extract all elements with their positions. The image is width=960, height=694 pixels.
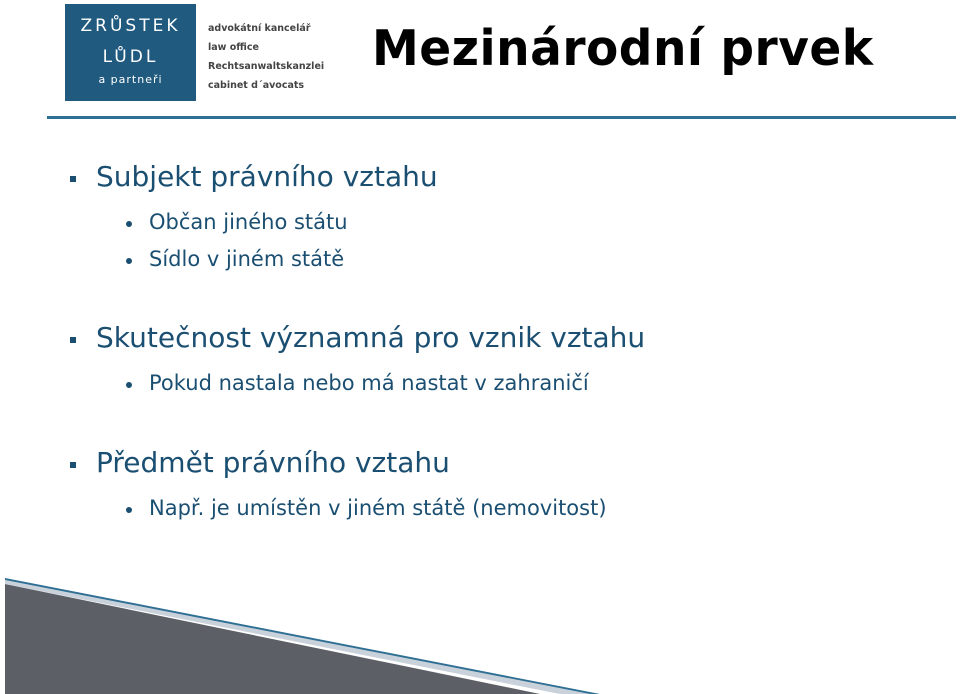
sub-bullet-item: Občan jiného státu — [149, 210, 348, 234]
square-bullet-icon — [70, 176, 76, 182]
swoosh-dark-shape — [5, 584, 540, 694]
sub-bullet-item: Např. je umístěn v jiném státě (nemovitost) — [149, 496, 607, 520]
round-bullet-icon — [126, 258, 132, 264]
firm-line: cabinet d´avocats — [208, 80, 305, 91]
logo-text-line1: ZRŮSTEK — [80, 16, 181, 36]
square-bullet-icon — [70, 462, 76, 468]
firm-line: advokátní kancelář — [208, 23, 311, 34]
slide-title: Mezinárodní prvek — [372, 20, 874, 77]
firm-line: Rechtsanwaltskanzlei — [208, 61, 325, 72]
bullet-item: Předmět právního vztahu — [96, 446, 450, 479]
bullet-item: Skutečnost významná pro vznik vztahu — [96, 321, 646, 354]
logo-text-line3: a partneři — [98, 73, 163, 86]
firm-line: law office — [208, 42, 259, 53]
logo-text-line2: LŮDL — [102, 47, 159, 67]
sub-bullet-item: Sídlo v jiném státě — [149, 247, 345, 271]
sub-bullet-item: Pokud nastala nebo má nastat v zahraničí — [149, 371, 589, 395]
round-bullet-icon — [126, 221, 132, 227]
square-bullet-icon — [70, 337, 76, 343]
bullet-item: Subjekt právního vztahu — [96, 160, 438, 193]
decorative-swoosh — [0, 570, 960, 694]
round-bullet-icon — [126, 382, 132, 388]
round-bullet-icon — [126, 507, 132, 513]
